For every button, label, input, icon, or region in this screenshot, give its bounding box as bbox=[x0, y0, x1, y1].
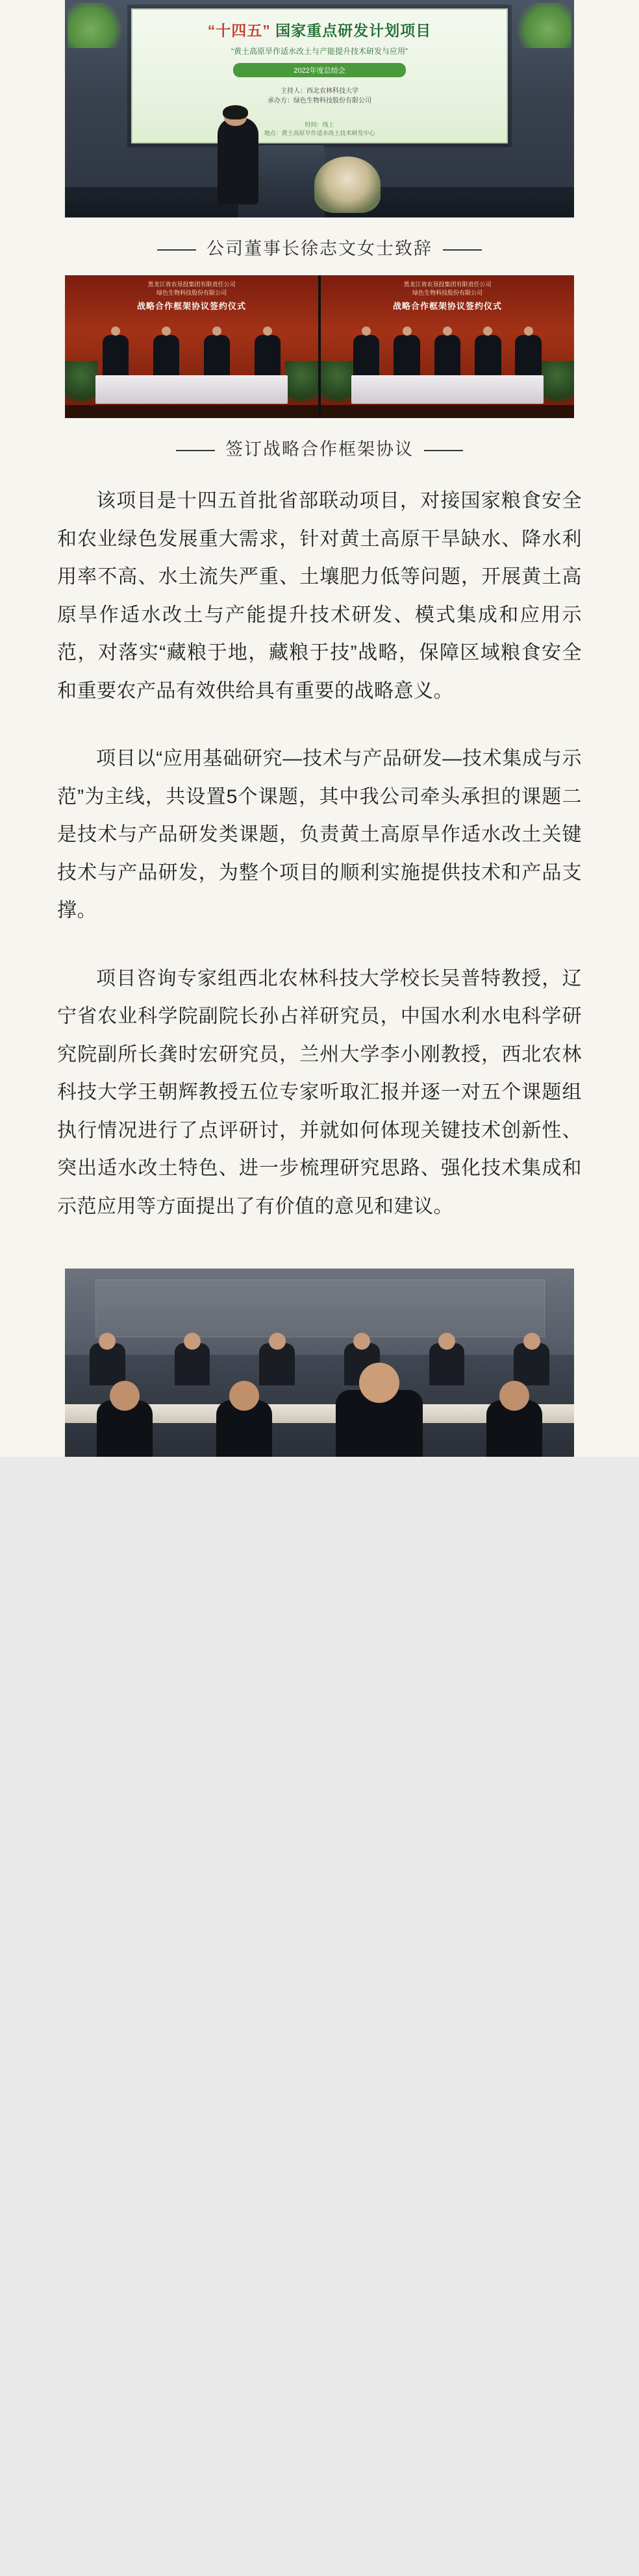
signing-banner-right bbox=[336, 280, 558, 313]
caption-signing bbox=[0, 418, 639, 476]
person bbox=[97, 1400, 153, 1457]
person bbox=[90, 1343, 125, 1385]
screen-meta bbox=[132, 86, 507, 106]
person bbox=[175, 1343, 210, 1385]
person bbox=[216, 1400, 272, 1457]
signing-banner-right-title: 战略合作框架协议签约仪式 bbox=[392, 301, 502, 312]
signing-table-right bbox=[351, 375, 544, 404]
photo-signing-ceremony bbox=[65, 275, 574, 418]
caption-dash-left-icon bbox=[176, 450, 215, 451]
photo-audience bbox=[65, 1269, 574, 1457]
signing-floor-left bbox=[65, 405, 318, 418]
screen-meeting-badge: 2022年度总结会 bbox=[233, 63, 405, 77]
signing-banner-left-line-1: 黑龙江省农垦投集团有限责任公司 bbox=[147, 281, 236, 288]
screen-title-suffix: 国家重点研发计划项目 bbox=[275, 22, 432, 40]
caption-speech bbox=[0, 217, 639, 275]
person bbox=[515, 335, 542, 378]
screen-footer-line-1: 时间：线上 bbox=[305, 121, 334, 129]
person bbox=[475, 335, 501, 378]
photo-1-wrapper bbox=[0, 0, 639, 217]
signing-banner-left-line-2: 绿色生物科技股份有限公司 bbox=[156, 290, 227, 297]
caption-speech-text: 公司董事长徐志文女士致辞 bbox=[207, 239, 432, 258]
signing-banner-left-title: 战略合作框架协议签约仪式 bbox=[136, 301, 246, 312]
speaker-hair bbox=[223, 105, 248, 119]
person bbox=[514, 1343, 549, 1385]
screen-subtitle: “黄土高原旱作适水改土与产能提升技术研发与应用” bbox=[231, 47, 408, 56]
paragraph-2: 项目以“应用基础研究—技术与产品研发—技术集成与示范”为主线，共设置5个课题，其中我公司牵头承担的课题二是技术与产品研发类课题，负责黄土高原旱作适水改土关键技术与产品研发，为整个项目的顺利实施提供技术和产品支撑。 bbox=[57, 748, 582, 921]
person bbox=[103, 335, 129, 378]
caption-dash-right-icon bbox=[443, 249, 482, 251]
caption-dash-left-icon bbox=[157, 249, 196, 251]
signing-people-right bbox=[346, 335, 549, 378]
signing-floor-right bbox=[321, 405, 574, 418]
presentation-screen bbox=[131, 8, 508, 143]
paragraph-3: 项目咨询专家组西北农林科技大学校长吴普特教授，辽宁省农业科学院副院长孙占祥研究员，中国水利水电科学研究院副所长龚时宏研究员，兰州大学李小刚教授，西北农林科技大学王朝辉教授五位专家听取汇报并逐一对五个课题组执行情况进行了点评研讨，并就如何体现关键技术创新性、突出适水改土特色、进一步梳理研究思路、强化技术集成和示范应用等方面提出了有价值的意见和建议。 bbox=[57, 967, 582, 1217]
person bbox=[259, 1343, 295, 1385]
photo-conference-speech bbox=[65, 0, 574, 217]
signing-photo-right bbox=[321, 275, 574, 418]
screen-footer-line-2: 地点：黄土高原旱作适水改土技术研发中心 bbox=[264, 130, 375, 137]
person bbox=[486, 1400, 542, 1457]
signing-people-left bbox=[90, 335, 293, 378]
audience-back-row bbox=[65, 1336, 574, 1385]
screen-title-prefix: “十四五” bbox=[207, 22, 271, 40]
speaker-body bbox=[218, 118, 258, 204]
person bbox=[353, 335, 380, 378]
person bbox=[204, 335, 231, 378]
leaf-decoration-right-icon bbox=[513, 3, 571, 48]
person-foreground bbox=[336, 1390, 422, 1457]
caption-signing-text: 签订战略合作框架协议 bbox=[225, 440, 414, 459]
photo-2-wrapper bbox=[0, 275, 639, 418]
meeting-room-wall-panel bbox=[95, 1280, 545, 1337]
paragraph-1: 该项目是十四五首批省部联动项目，对接国家粮食安全和农业绿色发展重大需求，针对黄土高原干旱缺水、降水利用率不高、水土流失严重、土壤肥力低等问题，开展黄土高原旱作适水改土与产能提升技术研发、模式集成和应用示范，对落实“藏粮于地，藏粮于技”战略，保障区域粮食安全和重要农产品有效供给具有重要的战略意义。 bbox=[57, 490, 582, 702]
photo-3-wrapper bbox=[0, 1269, 639, 1457]
person bbox=[394, 335, 420, 378]
signing-banner-right-line-1: 黑龙江省农垦投集团有限责任公司 bbox=[403, 281, 492, 288]
person bbox=[153, 335, 180, 378]
flower-arrangement bbox=[314, 156, 381, 213]
article-body bbox=[0, 476, 639, 1269]
person bbox=[429, 1343, 465, 1385]
caption-dash-right-icon bbox=[424, 450, 463, 451]
signing-banner-right-line-2: 绿色生物科技股份有限公司 bbox=[412, 290, 482, 297]
screen-meta-line-2: 承办方：绿色生物科技股份有限公司 bbox=[267, 97, 371, 105]
signing-table-left bbox=[95, 375, 288, 404]
screen-meta-line-1: 主持人：西北农林科技大学 bbox=[280, 88, 358, 95]
screen-footer bbox=[132, 120, 507, 137]
signing-photo-left bbox=[65, 275, 318, 418]
audience-front-row bbox=[65, 1400, 574, 1457]
person bbox=[434, 335, 461, 378]
screen-title bbox=[132, 19, 507, 40]
signing-banner-left bbox=[80, 280, 303, 313]
leaf-decoration-left-icon bbox=[68, 3, 126, 48]
person bbox=[255, 335, 281, 378]
